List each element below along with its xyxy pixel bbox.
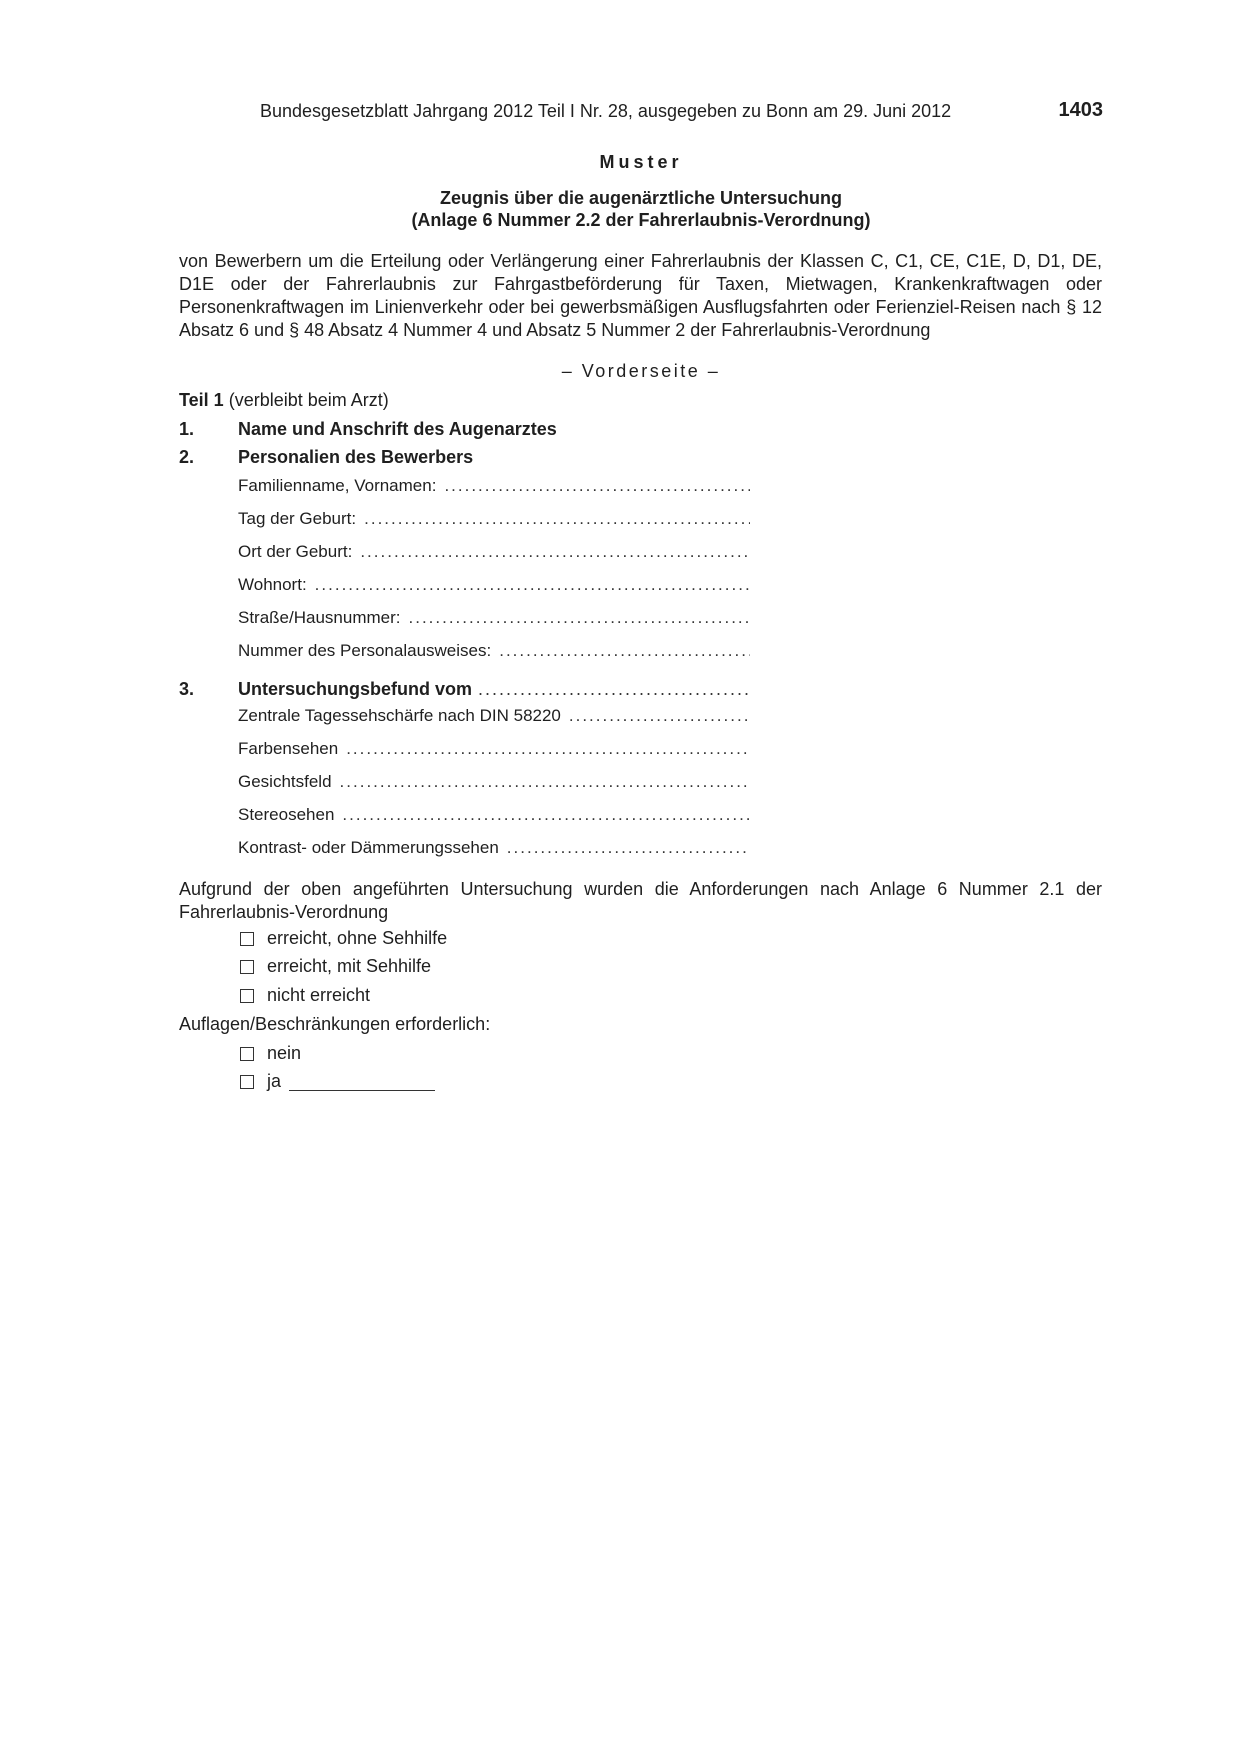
dotted-line: [342, 805, 750, 825]
field-label: Gesichtsfeld: [238, 772, 332, 791]
checkbox-icon[interactable]: [240, 960, 254, 974]
section3-title: Untersuchungsbefund vom: [238, 679, 473, 699]
vorderseite-label: – Vorderseite –: [561, 361, 721, 381]
field-label: Ort der Geburt:: [238, 542, 353, 561]
field-untersuchungsbefund-vom[interactable]: [238, 679, 750, 700]
checkbox-icon[interactable]: [240, 1075, 254, 1089]
teil1-label: Teil 1: [179, 390, 224, 410]
field-label: Zentrale Tagessehschärfe nach DIN 58220: [238, 706, 561, 725]
field-tagessehschaerfe[interactable]: [238, 706, 750, 726]
field-familienname[interactable]: [238, 476, 750, 496]
dotted-line: [499, 641, 750, 661]
field-label: Kontrast- oder Dämmerungssehen: [238, 838, 499, 857]
dotted-line: [409, 608, 751, 628]
dotted-line: [315, 575, 750, 595]
field-farbensehen[interactable]: [238, 739, 750, 759]
field-label: Straße/Hausnummer:: [238, 608, 401, 627]
dotted-line: [346, 739, 750, 759]
dotted-line: [444, 476, 750, 496]
field-label: Wohnort:: [238, 575, 307, 594]
section2-title: Personalien des Bewerbers: [238, 447, 474, 467]
dotted-line: [340, 772, 750, 792]
field-gesichtsfeld[interactable]: [238, 772, 750, 792]
option-ja[interactable]: [240, 1071, 435, 1092]
field-personalausweis[interactable]: [238, 641, 750, 661]
field-label: Tag der Geburt:: [238, 509, 357, 528]
option-label: nicht erreicht: [267, 985, 371, 1005]
teil1-note: (verbleibt beim Arzt): [228, 390, 389, 410]
field-stereosehen[interactable]: [238, 805, 750, 825]
field-label: Nummer des Personalausweises:: [238, 641, 492, 660]
field-label: Stereosehen: [238, 805, 335, 824]
option-erreicht-mit-sehhilfe[interactable]: [240, 956, 431, 977]
option-label: nein: [267, 1043, 302, 1063]
section2-number: 2.: [179, 447, 195, 467]
option-nein[interactable]: [240, 1043, 301, 1064]
option-erreicht-ohne-sehhilfe[interactable]: [240, 928, 447, 949]
intro-paragraph: von Bewerbern um die Erteilung oder Verlängerung einer Fahrerlaubnis der Klassen C, C1, CE, C1E, D, D1, DE, D1E oder der Fahrerlaubnis zur Fahrgastbeförderung für Taxen, Mietwagen, Krankenkraftwagen oder Personenkraftwagen im Linienverkehr oder bei gewerbsmäßigen Ausflugsfahrten oder Ferienziel-Reisen nach § 12 Absatz 6 und § 48 Absatz 4 Nummer 4 und Absatz 5 Nummer 2 der Fahrerlaubnis-Verordnung: [179, 251, 1102, 340]
field-ort-der-geburt[interactable]: [238, 542, 750, 562]
section3-number: 3.: [179, 679, 195, 699]
option-label: erreicht, ohne Sehhilfe: [267, 928, 448, 948]
dotted-line: [569, 706, 750, 726]
option-label: ja: [267, 1071, 282, 1091]
auflagen-label: Auflagen/Beschränkungen erforderlich:: [179, 1014, 491, 1034]
form-title-line2: (Anlage 6 Nummer 2.2 der Fahrerlaubnis-Verordnung): [411, 210, 871, 230]
form-title-line1: Zeugnis über die augenärztliche Untersuchung: [439, 188, 843, 208]
running-header: Bundesgesetzblatt Jahrgang 2012 Teil I Nr. 28, ausgegeben zu Bonn am 29. Juni 2012: [260, 101, 952, 121]
option-nicht-erreicht[interactable]: [240, 985, 370, 1006]
result-paragraph: Aufgrund der oben angeführten Untersuchung wurden die Anforderungen nach Anlage 6 Nummer 2.1 der Fahrerlaubnis-Verordnung: [179, 879, 1102, 922]
checkbox-icon[interactable]: [240, 932, 254, 946]
checkbox-icon[interactable]: [240, 1047, 254, 1061]
dotted-line: [478, 679, 750, 700]
field-kontrast-daemmerungssehen[interactable]: [238, 838, 750, 858]
field-tag-der-geburt[interactable]: [238, 509, 750, 529]
dotted-line: [507, 838, 750, 858]
muster-heading: Muster: [599, 152, 683, 172]
field-strasse-hausnummer[interactable]: [238, 608, 750, 628]
dotted-line: [364, 509, 750, 529]
section1-title: Name und Anschrift des Augenarztes: [238, 419, 557, 439]
ja-blank-line[interactable]: [289, 1073, 435, 1091]
checkbox-icon[interactable]: [240, 989, 254, 1003]
option-label: erreicht, mit Sehhilfe: [267, 956, 432, 976]
field-label: Farbensehen: [238, 739, 339, 758]
field-label: Familienname, Vornamen:: [238, 476, 437, 495]
page-number: 1403: [1058, 99, 1103, 121]
section1-number: 1.: [179, 419, 195, 439]
field-wohnort[interactable]: [238, 575, 750, 595]
dotted-line: [360, 542, 750, 562]
teil1-line: [179, 390, 389, 411]
